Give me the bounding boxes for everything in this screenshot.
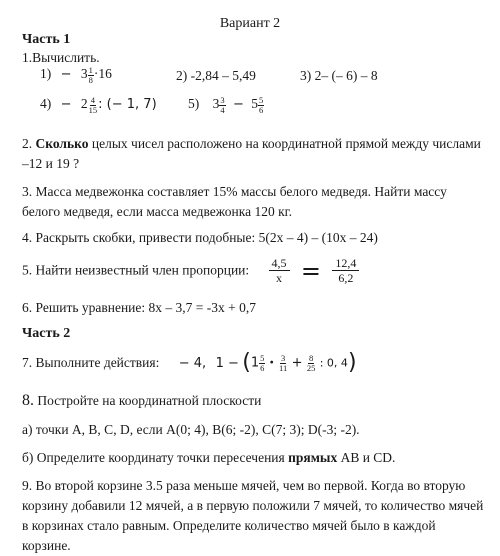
expression-rest: : (− 1, 7) (98, 97, 157, 113)
task7-text: 7. Выполните действия: (22, 355, 160, 370)
task3: 3. Масса медвежонка составляет 15% массы белого медведя. Найти массу белого медведя, если масса медвежонка 120 кг. (22, 184, 447, 219)
item-number: 5) (188, 96, 200, 112)
fraction: $\frac{3}{4}$ (220, 95, 225, 115)
item-number: 1) (40, 66, 52, 82)
fraction: $\frac{1}{8}$ (88, 65, 93, 85)
task-number: 8. (22, 392, 34, 409)
expression-a: − 4, (178, 355, 207, 371)
whole-part: 1 (250, 355, 260, 371)
minus-sign: − (60, 67, 72, 83)
fraction: $\frac{3}{11}$ (279, 353, 288, 373)
expression-rest: ·16 (93, 66, 112, 82)
fraction: $\frac{4}{15}$ (88, 95, 98, 115)
expression-b: 1 − (215, 355, 239, 371)
bold-word: Сколько (35, 136, 89, 151)
part1-heading: Часть 1 (22, 32, 71, 47)
division-tail: : 0, 4 (319, 356, 348, 370)
task4: 4. Раскрыть скобки, привести подобные: 5(2x – 4) – (10x – 24) (22, 230, 378, 245)
task6: 6. Решить уравнение: 8x – 3,7 = -3x + 0,7 (22, 300, 256, 315)
whole-part: 3 (212, 96, 220, 112)
task1-item1 (40, 66, 112, 84)
task9: 9. Во второй корзине 3.5 раза меньше мячей, чем во первой. Когда во вторую корзину добавили 12 мячей, а в первую положили 7 мячей, то количество мячей в корзинах стало равным. Определите количество мячей было в каждой корзине. (22, 478, 484, 553)
equals-sign: = (300, 256, 321, 285)
minus-sign: − (60, 97, 72, 113)
task2-text: целых чисел расположено на координатной прямой между числами –12 и 19 ? (22, 136, 481, 171)
fraction: $\frac{8}{25}$ (306, 353, 316, 373)
task1-item2: 2) -2,84 – 5,49 (176, 68, 256, 83)
minus-sign: − (233, 97, 244, 113)
fraction: $\frac{5}{6}$ (259, 95, 264, 115)
task1-label: 1.Вычислить. (22, 50, 100, 65)
task-number: 2. (22, 136, 33, 151)
task1-item3: 3) 2– (– 6) – 8 (300, 68, 378, 83)
task8-heading (22, 392, 261, 410)
task8-b: б) Определите координату точки пересечения прямых AB и CD. (22, 450, 396, 465)
task7 (22, 352, 357, 374)
left-fraction: $\frac{4,5}{x}$ (269, 256, 290, 285)
bold-word: прямых (288, 450, 338, 465)
multiply-dot: • (268, 357, 275, 369)
task1-item5 (188, 96, 264, 114)
part2-heading: Часть 2 (22, 326, 71, 341)
right-paren: ) (347, 350, 357, 375)
task8-text: Постройте на координатной плоскости (34, 393, 262, 408)
task8-a: а) точки A, B, C, D, если A(0; 4), B(6; -2), C(7; 3); D(-3; -2). (22, 422, 360, 437)
right-fraction: $\frac{12,4}{6,2}$ (332, 256, 359, 285)
task2 (22, 134, 482, 174)
task5 (22, 256, 359, 285)
variant-title: Вариант 2 (219, 16, 281, 31)
whole-part: 5 (251, 96, 259, 112)
left-paren: ( (242, 350, 251, 375)
whole-part: 2 (80, 96, 88, 112)
plus-sign: + (291, 355, 303, 371)
task1-item4 (40, 96, 157, 114)
whole-part: 3 (80, 66, 88, 82)
task5-text: 5. Найти неизвестный член пропорции: (22, 262, 250, 278)
item-number: 4) (40, 96, 52, 112)
fraction: $\frac{5}{6}$ (260, 353, 265, 373)
